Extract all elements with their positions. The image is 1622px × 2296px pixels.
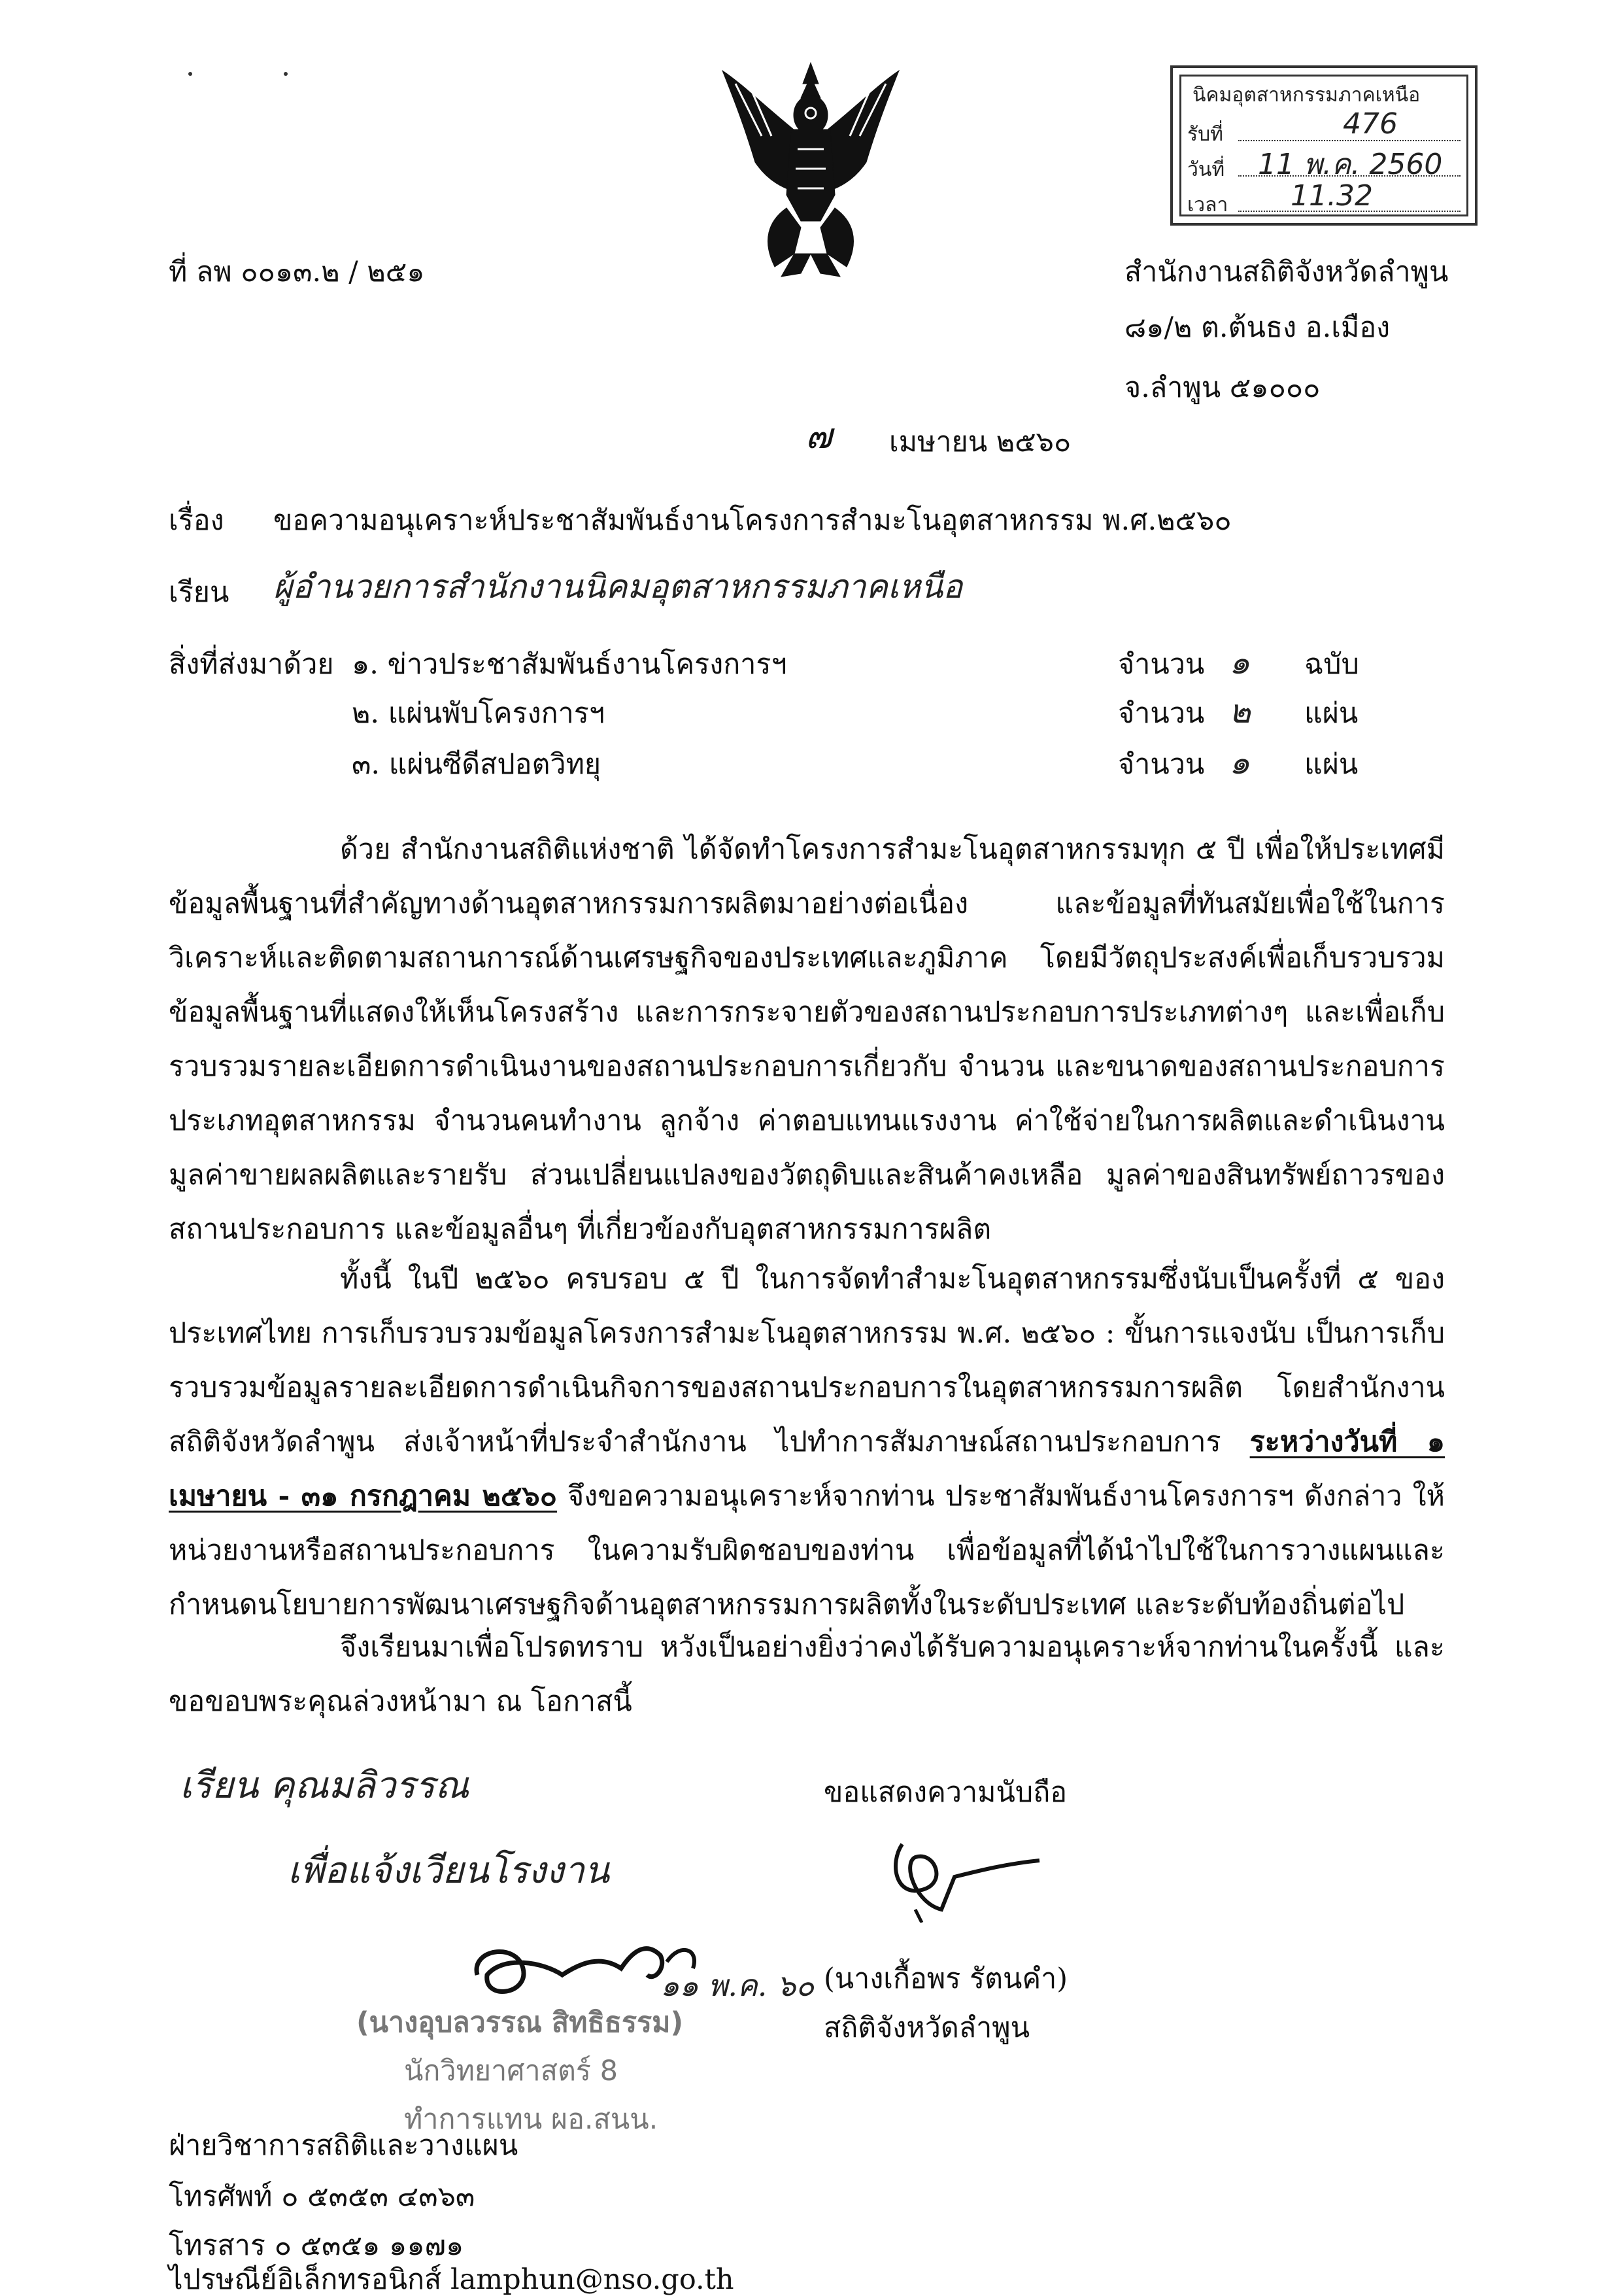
stamp-title: นิคมอุตสาหกรรมภาคเหนือ (1192, 84, 1421, 107)
subject-label: เรื่อง (169, 504, 224, 537)
enclosure-item-qty-label: จำนวน (1118, 697, 1205, 730)
date-month-year: เมษายน ๒๕๖๐ (889, 426, 1072, 458)
signatory-name: (นางเกื้อพร รัตนคำ) (824, 1962, 1068, 1995)
scan-mark (284, 72, 288, 76)
footer-department: ฝ่ายวิชาการสถิติและวางแผน (169, 2129, 518, 2162)
recipient-text: ผู้อำนวยการสำนักงานนิคมอุตสาหกรรมภาคเหนือ (273, 568, 963, 606)
receipt-stamp (1170, 65, 1478, 226)
enclosure-item-unit: แผ่น (1304, 697, 1359, 730)
signatory-position: สถิติจังหวัดลำพูน (824, 2012, 1030, 2044)
body-paragraph-3 (169, 1620, 1445, 1729)
survey-period: ระหว่างวันที่ ๑ เมษายน - ๓๑ กรกฎาคม ๒๕๖๐ (169, 1426, 1445, 1513)
stamp-value-time: 11.32 (1291, 179, 1373, 213)
footer-phone: โทรศัพท์ ๐ ๕๓๕๓ ๔๓๖๓ (169, 2180, 475, 2213)
enclosure-item-qty: ๑ (1229, 744, 1250, 781)
recipient-label: เรียน (169, 576, 229, 609)
closing-regards: ขอแสดงความนับถือ (824, 1776, 1068, 1809)
footer-fax: โทรสาร ๐ ๕๓๕๑ ๑๑๗๑ (169, 2229, 464, 2262)
enclosure-item-text: ๓. แผ่นซีดีสปอตวิทยุ (352, 748, 601, 781)
date-day: ๗ (805, 415, 832, 456)
stamp-line (1238, 175, 1461, 177)
acting-position: นักวิทยาศาสตร์ 8 (404, 2055, 618, 2087)
office-address: ๘๑/๒ ต.ต้นธง อ.เมือง (1124, 311, 1391, 344)
stamp-label-no: รับที่ (1187, 123, 1223, 146)
stamp-line (1238, 211, 1461, 212)
enclosures-label: สิ่งที่ส่งมาด้วย (169, 648, 334, 681)
stamp-value-no: 476 (1343, 107, 1398, 141)
office-province: จ.ลำพูน ๕๑๐๐๐ (1124, 371, 1321, 404)
body-paragraph-2-text: ทั้งนี้ ในปี ๒๕๖๐ ครบรอบ ๕ ปี ในการจัดทำสำมะโนอุตสาหกรรมซึ่งนับเป็นครั้งที่ ๕ ของประเทศไทย การเก็บรวบรวมข้อมูลโครงการสำมะโนอุตสาหกรรม พ.ศ. ๒๕๖๐ : ขั้นการแจงนับ เป็นการเก็บรวบรวมข้อมูลรายละเอียดการดำเนินกิจการของสถานประกอบการในอุตสาหกรรมการผลิต โดยสำนักงานสถิติจังหวัดลำพูน ส่งเจ้าหน้าที่ประจำสำนักงาน ไปทำการสัมภาษณ์สถานประกอบการ (169, 1263, 1445, 1458)
body-paragraph-3-text: จึงเรียนมาเพื่อโปรดทราบ หวังเป็นอย่างยิ่งว่าคงได้รับความอนุเคราะห์จากท่านในครั้งนี้ และขอขอบพระคุณล่วงหน้ามา ณ โอกาสนี้ (169, 1631, 1445, 1718)
body-paragraph-1-text: ด้วย สำนักงานสถิติแห่งชาติ ได้จัดทำโครงการสำมะโนอุตสาหกรรมทุก ๕ ปี เพื่อให้ประเทศมีข้อมูลพื้นฐานที่สำคัญทางด้านอุตสาหกรรมการผลิตมาอย่างต่อเนื่อง และข้อมูลที่ทันสมัยเพื่อใช้ในการวิเคราะห์และติดตามสถานการณ์ด้านเศรษฐกิจของประเทศและภูมิภาค โดยมีวัตถุประสงค์เพื่อเก็บรวบรวมข้อมูลพื้นฐานที่แสดงให้เห็นโครงสร้าง และการกระจายตัวของสถานประกอบการประเภทต่างๆ และเพื่อเก็บรวบรวมรายละเอียดการดำเนินงานของสถานประกอบการเกี่ยวกับ จำนวน และขนาดของสถานประกอบการ ประเภทอุตสาหกรรม จำนวนคนทำงาน ลูกจ้าง ค่าตอบแทนแรงงาน ค่าใช้จ่ายในการผลิตและดำเนินงาน มูลค่าขายผลผลิตและรายรับ ส่วนเปลี่ยนแปลงของวัตถุดิบและสินค้าคงเหลือ มูลค่าของสินทรัพย์ถาวรของสถานประกอบการ และข้อมูลอื่นๆ ที่เกี่ยวข้องกับอุตสาหกรรมการผลิต (169, 833, 1445, 1246)
enclosure-item-qty: ๑ (1229, 643, 1250, 681)
signature-mark (876, 1825, 1046, 1923)
acting-name: (นางอุบลวรรณ สิทธิธรรม) (356, 2006, 684, 2039)
scan-mark (188, 72, 192, 76)
stamp-value-date: 11 พ.ค. 2560 (1258, 148, 1443, 181)
enclosure-item-text: ๒. แผ่นพับโครงการฯ (352, 697, 605, 730)
handwritten-note-line1: เรียน คุณมลิวรรณ (180, 1764, 469, 1807)
body-paragraph-2 (169, 1252, 1445, 1632)
subject-text: ขอความอนุเคราะห์ประชาสัมพันธ์งานโครงการสำมะโนอุตสาหกรรม พ.ศ.๒๕๖๐ (273, 504, 1232, 537)
footer-email: ไปรษณีย์อิเล็กทรอนิกส์ lamphun@nso.go.th (169, 2263, 734, 2296)
stamp-label-date: วันที่ (1187, 158, 1225, 181)
enclosure-item-qty-label: จำนวน (1118, 648, 1205, 681)
handwritten-note-line2: เพื่อแจ้งเวียนโรงงาน (288, 1849, 610, 1892)
garuda-emblem-icon (716, 58, 905, 280)
body-paragraph-1 (169, 823, 1445, 1257)
body-paragraph-2-text-end: จึงขอความอนุเคราะห์จากท่าน ประชาสัมพันธ์งานโครงการฯ ดังกล่าว ให้หน่วยงานหรือสถานประกอบการ ในความรับผิดชอบของท่าน เพื่อข้อมูลที่ได้นำไปใช้ในการวางแผนและกำหนดนโยบายการพัฒนาเศรษฐกิจด้านอุตสาหกรรมการผลิตทั้งในระดับประเทศ และระดับท้องถิ่นต่อไป (169, 1480, 1445, 1621)
stamp-label-time: เวลา (1187, 194, 1228, 216)
reference-number: ที่ ลพ ๐๐๑๓.๒ / ๒๕๑ (169, 256, 425, 288)
handwritten-date: ๑๑ พ.ค. ๖๐ (660, 1968, 815, 2003)
enclosure-item-unit: ฉบับ (1304, 648, 1359, 681)
enclosure-item-unit: แผ่น (1304, 748, 1359, 781)
office-name: สำนักงานสถิติจังหวัดลำพูน (1124, 256, 1449, 288)
acting-for: ทำการแทน ผอ.สนน. (404, 2103, 658, 2136)
enclosure-item-qty-label: จำนวน (1118, 748, 1205, 781)
enclosure-item-text: ๑. ข่าวประชาสัมพันธ์งานโครงการฯ (352, 648, 787, 681)
enclosure-item-qty: ๒ (1229, 693, 1251, 730)
